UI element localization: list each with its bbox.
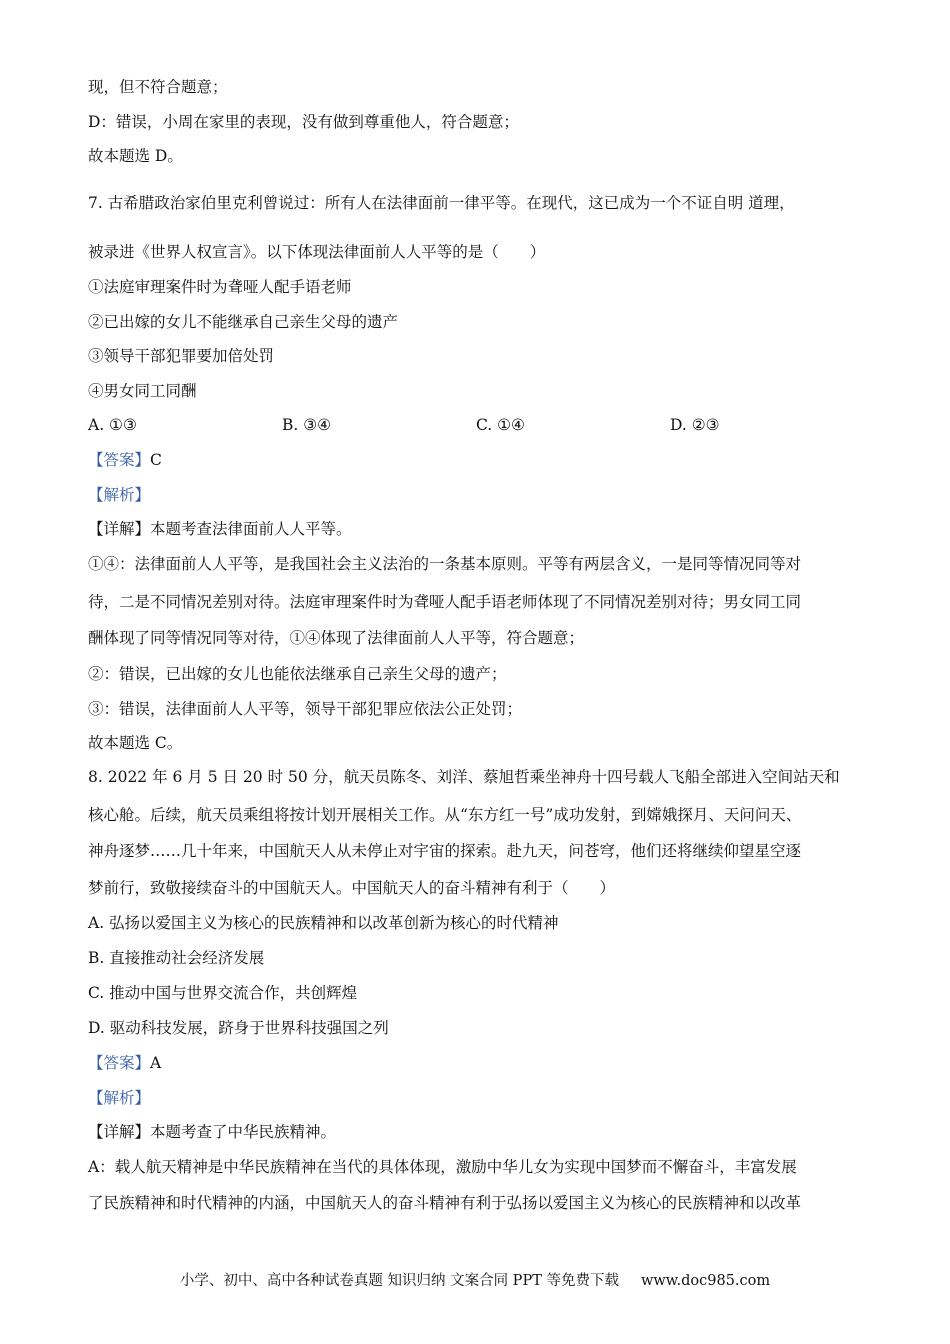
answer-value: A — [150, 1054, 162, 1072]
question-7-item: ①法庭审理案件时为聋哑人配手语老师 — [88, 278, 352, 296]
explanation-line: 待，二是不同情况差别对待。法庭审理案件时为聋哑人配手语老师体现了不同情况差别对待；男女同工同 — [88, 593, 802, 611]
question-7-stem: 7. 古希腊政治家伯里克利曾说过：所有人在法律面前一律平等。在现代，这已成为一个不证自明 道理， — [88, 194, 795, 212]
answer-tag: 【答案】 — [88, 1054, 151, 1072]
detail-tag: 【详解】 — [88, 520, 151, 538]
question-7-item: ③领导干部犯罪要加倍处罚 — [88, 347, 275, 365]
question-8-stem: 梦前行，致敬接续奋斗的中国航天人。中国航天人的奋斗精神有利于（ ） — [88, 879, 616, 897]
footer-url[interactable]: www.doc985.com — [640, 1273, 771, 1289]
text-line: 现，但不符合题意； — [88, 78, 228, 96]
detail-text: 本题考查了中华民族精神。 — [150, 1123, 337, 1141]
question-8-option-b: B. 直接推动社会经济发展 — [88, 949, 265, 967]
question-8-option-c: C. 推动中国与世界交流合作，共创辉煌 — [88, 984, 358, 1002]
question-7-option-a: A. ①③ — [88, 416, 137, 434]
explanation-line: ②：错误，已出嫁的女儿也能依法继承自己亲生父母的遗产； — [88, 665, 507, 683]
question-7-option-d: D. ②③ — [670, 416, 720, 434]
answer-line — [88, 1053, 161, 1073]
question-8-option-d: D. 驱动科技发展，跻身于世界科技强国之列 — [88, 1019, 389, 1037]
question-8-option-a: A. 弘扬以爱国主义为核心的民族精神和以改革创新为核心的时代精神 — [88, 914, 559, 932]
detail-line — [88, 519, 352, 539]
explanation-line: A：载人航天精神是中华民族精神在当代的具体体现，激励中华儿女为实现中国梦而不懈奋斗，丰富发展 — [88, 1158, 797, 1176]
question-8-stem: 神舟逐梦……几十年来，中国航天人从未停止对宇宙的探索。赴九天，问苍穹，他们还将继续仰望星空逐 — [88, 842, 802, 860]
question-8-stem: 8. 2022 年 6 月 5 日 20 时 50 分，航天员陈冬、刘洋、蔡旭哲乘坐神舟十四号载人飞船全部进入空间站天和 — [88, 768, 840, 786]
question-7-option-b: B. ③④ — [282, 416, 332, 434]
question-7-item: ④男女同工同酬 — [88, 382, 197, 400]
explanation-line: ①④：法律面前人人平等，是我国社会主义法治的一条基本原则。平等有两层含义，一是同等情况同等对 — [88, 555, 802, 573]
answer-value: C — [150, 451, 162, 469]
question-7-item: ②已出嫁的女儿不能继承自己亲生父母的遗产 — [88, 313, 399, 331]
explanation-line: ③：错误，法律面前人人平等，领导干部犯罪应依法公正处罚； — [88, 700, 523, 718]
analysis-tag: 【解析】 — [88, 486, 151, 504]
page-footer — [0, 1269, 950, 1290]
text-line: 故本题选 D。 — [88, 147, 183, 165]
analysis-tag: 【解析】 — [88, 1089, 151, 1107]
question-8-stem: 核心舱。后续，航天员乘组将按计划开展相关工作。从“东方红一号”成功发射，到嫦娥探月、天问问天、 — [88, 806, 802, 824]
detail-tag: 【详解】 — [88, 1123, 151, 1141]
answer-tag: 【答案】 — [88, 451, 151, 469]
explanation-line: 故本题选 C。 — [88, 734, 183, 752]
question-7-stem: 被录进《世界人权宣言》。以下体现法律面前人人平等的是（ ） — [88, 243, 546, 261]
text-line: D：错误，小周在家里的表现，没有做到尊重他人，符合题意； — [88, 113, 519, 131]
answer-line — [88, 450, 162, 470]
footer-text: 小学、初中、高中各种试卷真题 知识归纳 文案合同 PPT 等免费下载 — [179, 1273, 619, 1289]
explanation-line: 酬体现了同等情况同等对待，①④体现了法律面前人人平等，符合题意； — [88, 629, 585, 647]
question-7-option-c: C. ①④ — [476, 416, 525, 434]
detail-text: 本题考查法律面前人人平等。 — [150, 520, 352, 538]
detail-line — [88, 1122, 336, 1142]
explanation-line: 了民族精神和时代精神的内涵，中国航天人的奋斗精神有利于弘扬以爱国主义为核心的民族精神和以改革 — [88, 1194, 802, 1212]
